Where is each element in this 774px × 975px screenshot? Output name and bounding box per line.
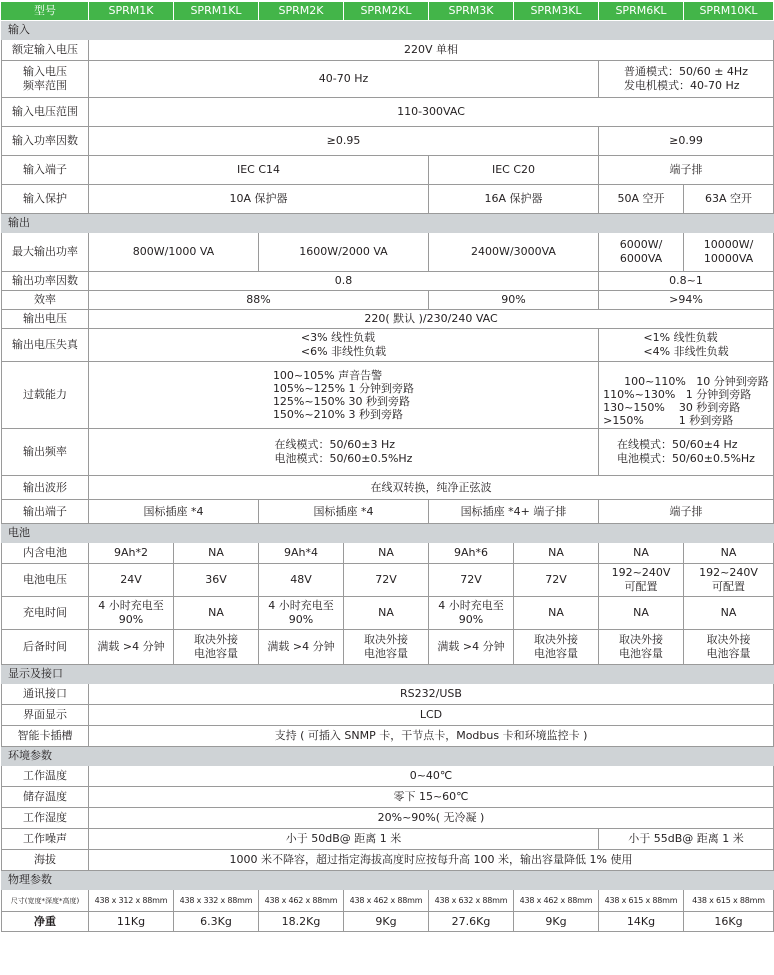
model-label: 型号 (2, 2, 89, 21)
cell-value: 27.6Kg (429, 912, 514, 932)
cell-value: NA (599, 543, 684, 564)
row-storage-temp (2, 787, 774, 808)
cell-value: 438 x 462 x 88mm (259, 890, 344, 912)
cell-value: 6.3Kg (174, 912, 259, 932)
row-label: 界面显示 (2, 705, 89, 726)
cell-value: 4 小时充电至 90% (259, 597, 344, 630)
row-input-voltage-range (2, 98, 774, 127)
cell-value: 在线双转换，纯净正弦波 (89, 476, 774, 500)
section-environment: 环境参数 (2, 747, 774, 766)
cell-value: 63A 空开 (684, 185, 774, 214)
row-label: 效率 (2, 291, 89, 310)
cell-value: LCD (89, 705, 774, 726)
cell-value: NA (684, 543, 774, 564)
cell-value: NA (514, 597, 599, 630)
cell-value: 192~240V 可配置 (599, 564, 684, 597)
row-label: 输入端子 (2, 156, 89, 185)
row-charge-time (2, 597, 774, 630)
row-backup-time (2, 630, 774, 665)
row-label: 输出电压失真 (2, 329, 89, 362)
cell-value: 20%~90%( 无冷凝 ) (89, 808, 774, 829)
cell-value: 在线模式：50/60±4 Hz 电池模式：50/60±0.5%Hz (599, 429, 774, 476)
cell-value: 24V (89, 564, 174, 597)
row-max-output-power (2, 233, 774, 272)
row-label: 输入电压范围 (2, 98, 89, 127)
row-input-power-factor (2, 127, 774, 156)
cell-value: 438 x 312 x 88mm (89, 890, 174, 912)
cell-value: 438 x 462 x 88mm (344, 890, 429, 912)
section-physical: 物理参数 (2, 871, 774, 890)
cell-value: NA (684, 597, 774, 630)
row-output-waveform (2, 476, 774, 500)
row-label: 输出频率 (2, 429, 89, 476)
cell-value: 端子排 (599, 500, 774, 524)
model-header-row (2, 2, 774, 21)
cell-value: 9Ah*6 (429, 543, 514, 564)
row-label: 最大输出功率 (2, 233, 89, 272)
cell-value: 在线模式：50/60±3 Hz 电池模式：50/60±0.5%Hz (89, 429, 599, 476)
row-label: 净重 (2, 912, 89, 932)
cell-value: 16Kg (684, 912, 774, 932)
row-label: 工作湿度 (2, 808, 89, 829)
row-dimensions (2, 890, 774, 912)
cell-value: 4 小时充电至 90% (429, 597, 514, 630)
row-label: 输入功率因数 (2, 127, 89, 156)
cell-value: NA (344, 597, 429, 630)
cell-value: 100~110% 10 分钟到旁路 110%~130% 1 分钟到旁路 130~150% 30 秒到旁路 >150% 1 秒到旁路 (599, 362, 774, 429)
spec-table (1, 1, 774, 932)
cell-value: 普通模式：50/60 ± 4Hz 发电机模式：40-70 Hz (599, 61, 774, 98)
row-label: 工作温度 (2, 766, 89, 787)
cell-value: <1% 线性负载 <4% 非线性负载 (599, 329, 774, 362)
cell-value: IEC C14 (89, 156, 429, 185)
cell-value: 72V (344, 564, 429, 597)
model-sprm2k: SPRM2K (259, 2, 344, 21)
cell-value: NA (344, 543, 429, 564)
cell-value: 国标插座 *4 (259, 500, 429, 524)
cell-value: 取决外接 电池容量 (344, 630, 429, 665)
row-label: 工作噪声 (2, 829, 89, 850)
cell-value: 220V 单相 (89, 40, 774, 61)
cell-value: 国标插座 *4 (89, 500, 259, 524)
cell-value: ≥0.95 (89, 127, 599, 156)
row-label: 输出波形 (2, 476, 89, 500)
row-input-voltage-frequency (2, 61, 774, 98)
cell-value: >94% (599, 291, 774, 310)
cell-value: 10A 保护器 (89, 185, 429, 214)
cell-value: 48V (259, 564, 344, 597)
cell-value: NA (514, 543, 599, 564)
cell-value: NA (599, 597, 684, 630)
cell-value: 小于 50dB@ 距离 1 米 (89, 829, 599, 850)
cell-value: 72V (429, 564, 514, 597)
row-label: 输出端子 (2, 500, 89, 524)
model-sprm10kl: SPRM10KL (684, 2, 774, 21)
row-label: 后备时间 (2, 630, 89, 665)
row-label: 储存温度 (2, 787, 89, 808)
row-label: 充电时间 (2, 597, 89, 630)
cell-value: 1000 米不降容，超过指定海拔高度时应按每升高 100 米，输出容量降低 1% 使用 (89, 850, 774, 871)
row-battery-voltage (2, 564, 774, 597)
cell-value: 90% (429, 291, 599, 310)
cell-value: 9Ah*4 (259, 543, 344, 564)
section-output: 输出 (2, 214, 774, 233)
row-net-weight (2, 912, 774, 932)
model-sprm1k: SPRM1K (89, 2, 174, 21)
section-input: 输入 (2, 21, 774, 40)
row-altitude (2, 850, 774, 871)
cell-value: 14Kg (599, 912, 684, 932)
cell-value: 18.2Kg (259, 912, 344, 932)
cell-value: 438 x 462 x 88mm (514, 890, 599, 912)
row-label: 内含电池 (2, 543, 89, 564)
model-sprm1kl: SPRM1KL (174, 2, 259, 21)
model-sprm2kl: SPRM2KL (344, 2, 429, 21)
row-output-distortion (2, 329, 774, 362)
cell-value: RS232/USB (89, 684, 774, 705)
cell-value: 9Kg (344, 912, 429, 932)
row-efficiency (2, 291, 774, 310)
cell-value: 0~40℃ (89, 766, 774, 787)
row-noise (2, 829, 774, 850)
row-operating-temp (2, 766, 774, 787)
row-output-voltage (2, 310, 774, 329)
model-sprm3k: SPRM3K (429, 2, 514, 21)
cell-value: 9Kg (514, 912, 599, 932)
row-input-terminal (2, 156, 774, 185)
cell-value: 零下 15~60℃ (89, 787, 774, 808)
row-output-power-factor (2, 272, 774, 291)
row-label: 尺寸(宽度*深度*高度) (2, 890, 89, 912)
cell-value: 1600W/2000 VA (259, 233, 429, 272)
cell-value: IEC C20 (429, 156, 599, 185)
cell-value: 满载 >4 分钟 (259, 630, 344, 665)
cell-value: 取决外接 电池容量 (174, 630, 259, 665)
row-ui-display (2, 705, 774, 726)
cell-value: 110-300VAC (89, 98, 774, 127)
cell-value: 192~240V 可配置 (684, 564, 774, 597)
cell-value: 438 x 632 x 88mm (429, 890, 514, 912)
row-label: 输出功率因数 (2, 272, 89, 291)
cell-value: 满载 >4 分钟 (429, 630, 514, 665)
cell-value: 438 x 615 x 88mm (599, 890, 684, 912)
row-label: 过载能力 (2, 362, 89, 429)
cell-value: 72V (514, 564, 599, 597)
row-label: 海拔 (2, 850, 89, 871)
cell-value: 支持 ( 可插入 SNMP 卡，干节点卡，Modbus 卡和环境监控卡 ) (89, 726, 774, 747)
cell-value: 满载 >4 分钟 (89, 630, 174, 665)
cell-value: 40-70 Hz (89, 61, 599, 98)
cell-value: 0.8 (89, 272, 599, 291)
row-built-in-battery (2, 543, 774, 564)
model-sprm3kl: SPRM3KL (514, 2, 599, 21)
cell-value: 取决外接 电池容量 (599, 630, 684, 665)
row-label: 智能卡插槽 (2, 726, 89, 747)
row-label: 输入电压 频率范围 (2, 61, 89, 98)
cell-value: 438 x 332 x 88mm (174, 890, 259, 912)
cell-value: 36V (174, 564, 259, 597)
cell-value: 220( 默认 )/230/240 VAC (89, 310, 774, 329)
row-output-frequency (2, 429, 774, 476)
cell-value: ≥0.99 (599, 127, 774, 156)
row-label: 输出电压 (2, 310, 89, 329)
cell-value: 取决外接 电池容量 (684, 630, 774, 665)
row-overload-capacity (2, 362, 774, 429)
cell-value: 11Kg (89, 912, 174, 932)
cell-value: 小于 55dB@ 距离 1 米 (599, 829, 774, 850)
row-humidity (2, 808, 774, 829)
row-label: 通讯接口 (2, 684, 89, 705)
row-output-terminal (2, 500, 774, 524)
cell-value: 国标插座 *4+ 端子排 (429, 500, 599, 524)
cell-value: <3% 线性负载 <6% 非线性负载 (89, 329, 599, 362)
row-input-protection (2, 185, 774, 214)
cell-value: 50A 空开 (599, 185, 684, 214)
cell-value: 6000W/ 6000VA (599, 233, 684, 272)
row-label: 输入保护 (2, 185, 89, 214)
row-card-slot (2, 726, 774, 747)
cell-value: 800W/1000 VA (89, 233, 259, 272)
cell-value: 438 x 615 x 88mm (684, 890, 774, 912)
cell-value: 0.8~1 (599, 272, 774, 291)
row-label: 电池电压 (2, 564, 89, 597)
cell-value: 16A 保护器 (429, 185, 599, 214)
cell-value: 2400W/3000VA (429, 233, 599, 272)
cell-value: NA (174, 543, 259, 564)
row-label: 额定输入电压 (2, 40, 89, 61)
cell-value: 10000W/ 10000VA (684, 233, 774, 272)
section-battery: 电池 (2, 524, 774, 543)
row-communication (2, 684, 774, 705)
cell-value: NA (174, 597, 259, 630)
section-display: 显示及接口 (2, 665, 774, 684)
cell-value: 端子排 (599, 156, 774, 185)
row-rated-input-voltage (2, 40, 774, 61)
cell-value: 9Ah*2 (89, 543, 174, 564)
model-sprm6kl: SPRM6KL (599, 2, 684, 21)
cell-value: 4 小时充电至 90% (89, 597, 174, 630)
cell-value: 100~105% 声音告警 105%~125% 1 分钟到旁路 125%~150% 30 秒到旁路 150%~210% 3 秒到旁路 (89, 362, 599, 429)
cell-value: 取决外接 电池容量 (514, 630, 599, 665)
cell-value: 88% (89, 291, 429, 310)
